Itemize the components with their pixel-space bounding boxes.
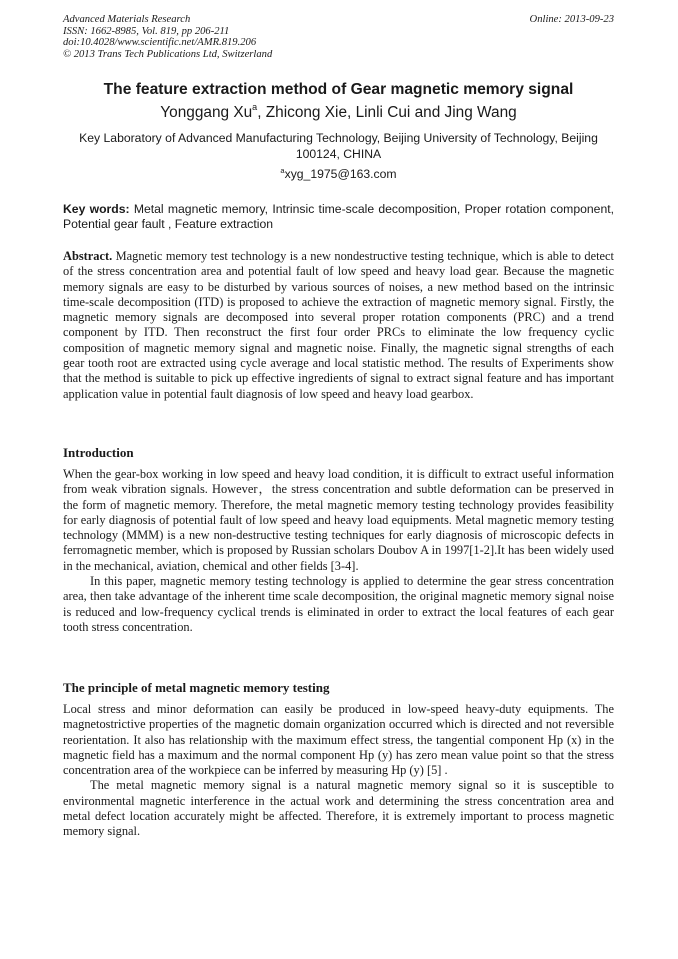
principle-section: [63, 702, 614, 840]
introduction-section: [63, 467, 614, 635]
abstract-text: Magnetic memory test technology is a new nondestructive testing technique, which is able to detect of the stress concentration area and potential fault of low speed and heavy load gear. Because the magnetic memory signals are easy to be disturbed by various sources of noises, a new method based on the intrinsic time-scale decomposition (ITD) is proposed to achieve the extraction of magnetic memory signal. Firstly, the magnetic memory signals are decomposed into several proper rotation components (PRC) and a trend component by ITD. Then reconstruct the first four order PRCs to eliminate the low frequency cyclic composition of magnetic memory signal and magnetic noise. Finally, the magnetic signal strengths of each gear tooth root are extracted using cycle average and local statistic method. The results of Experiments show that the method is suitable to pick up effective ingredients of signal to extract signal feature and has important application value in potential fault diagnosis of low speed and heavy load gearbox.: [63, 249, 614, 401]
author-list: [63, 104, 614, 122]
paper-title: The feature extraction method of Gear magnetic memory signal: [103, 81, 574, 98]
abstract-label: Abstract.: [63, 249, 113, 263]
abstract: [63, 249, 614, 402]
email-superscript: a: [280, 166, 285, 175]
principle-paragraph-1: Local stress and minor deformation can easily be produced in low-speed heavy-duty equipments. The magnetostrictive properties of the magnetic domain organization occurred which is directed and not reversible reorientation. It also has relationship with the maximum effect stress, the tangential component Hp (x) in the magnetic field has a maximum and the normal component Hp (y) has zero mean value point so that the stress concentration area of the workpiece can be inferred by measuring Hp (y) [5] .: [63, 702, 614, 778]
affiliation: Key Laboratory of Advanced Manufacturing Technology, Beijing University of Technology, Beijing 100124, CHINA: [79, 131, 598, 161]
introduction-heading: Introduction: [63, 445, 134, 460]
author-superscript: a: [252, 102, 258, 112]
online-date: Online: 2013-09-23: [529, 14, 614, 25]
other-authors: , Zhicong Xie, Linli Cui and Jing Wang: [257, 104, 517, 121]
copyright-line: © 2013 Trans Tech Publications Ltd, Switzerland: [63, 48, 273, 60]
principle-paragraph-2: The metal magnetic memory signal is a natural magnetic memory signal so it is susceptible to environmental magnetic interference in the actual work and determining the stress concentration area and metal defect location accurately might be affected. Therefore, it is extremely important to process magnetic memory signal.: [63, 778, 614, 839]
journal-name: Advanced Materials Research: [63, 14, 191, 25]
issn-line: ISSN: 1662-8985, Vol. 819, pp 206-211: [63, 25, 230, 37]
journal-header: [63, 14, 614, 60]
doi-line: doi:10.4028/www.scientific.net/AMR.819.206: [63, 37, 257, 48]
author-email: [63, 167, 614, 181]
first-author: Yonggang Xu: [160, 104, 253, 121]
keywords-text: Metal magnetic memory, Intrinsic time-scale decomposition, Proper rotation component, Potential gear fault , Feature extraction: [63, 202, 614, 231]
keywords-label: Key words:: [63, 202, 130, 216]
introduction-paragraph-2: In this paper, magnetic memory testing technology is applied to determine the gear stress concentration area, then take advantage of the inherent time scale decomposition, the original magnetic memory signal noise is reduced and low-frequency cyclical trends is eliminated in order to extract the local features of each gear tooth stress concentration.: [63, 574, 614, 634]
keywords: [63, 202, 614, 232]
abstract-paragraph: [63, 249, 614, 402]
principle-heading: The principle of metal magnetic memory testing: [63, 680, 330, 695]
introduction-paragraph-1: When the gear-box working in low speed and heavy load condition, it is difficult to extract useful information from weak vibration signals. However，the stress concentration and subtle deformation can be preserved in the form of magnetic memory. Therefore, the metal magnetic memory testing technology provides feasibility for early diagnosis of potential fault of low speed and heavy load equipments. Metal magnetic memory testing technology (MMM) is a new non-destructive testing techniques for early diagnosis of microscopic defects in ferromagnetic member, which is proposed by Russian scholars Doubov A in 1997[1-2].It has been widely used in the mechanical, aviation, chemical and other fields [3-4].: [63, 467, 614, 573]
email-address: xyg_1975@163.com: [284, 167, 397, 181]
